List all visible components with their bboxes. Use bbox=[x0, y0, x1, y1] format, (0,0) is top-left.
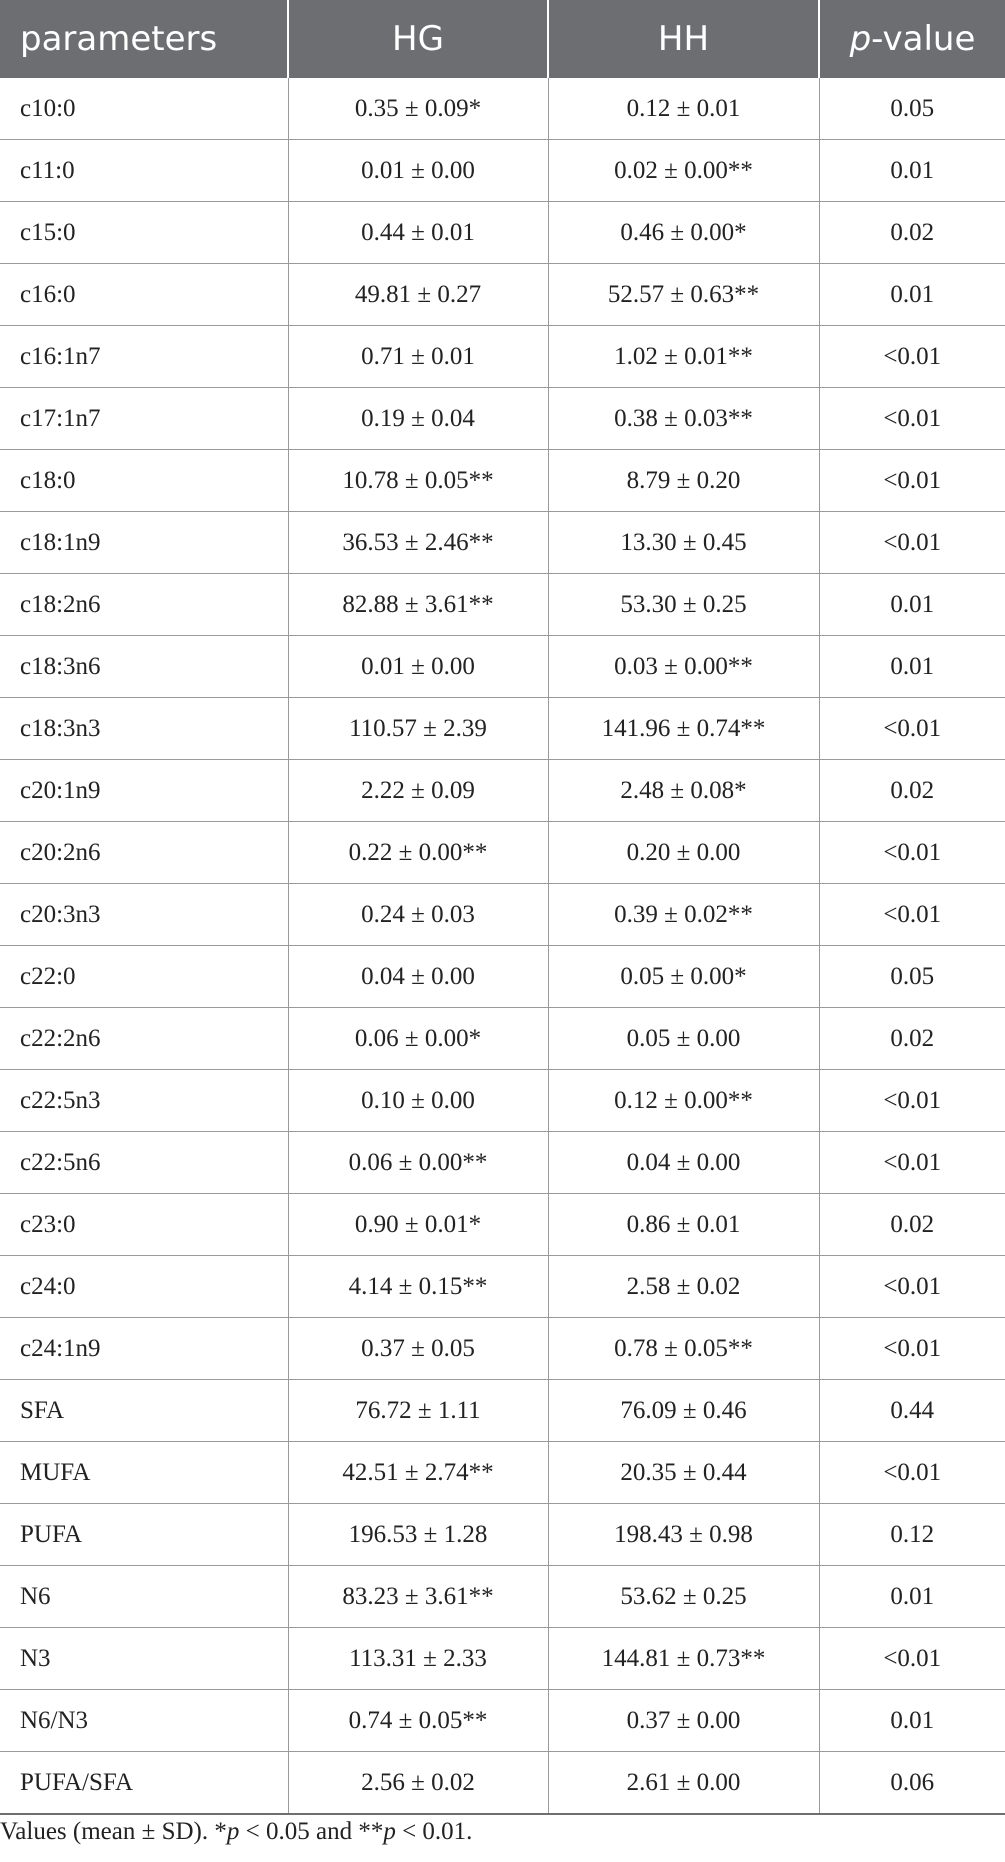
cell-hh: 2.61 ± 0.00 bbox=[548, 1752, 819, 1815]
table-row bbox=[0, 1318, 1005, 1380]
table-row bbox=[0, 760, 1005, 822]
table-footnote bbox=[0, 1818, 472, 1846]
footnote-part-2: < 0.05 and ** bbox=[239, 1818, 384, 1845]
cell-p-value: 0.01 bbox=[819, 636, 1005, 698]
cell-p-value: <0.01 bbox=[819, 698, 1005, 760]
footnote-p-1: p bbox=[226, 1818, 240, 1845]
cell-p-value: <0.01 bbox=[819, 884, 1005, 946]
cell-hh: 1.02 ± 0.01** bbox=[548, 326, 819, 388]
cell-hh: 0.39 ± 0.02** bbox=[548, 884, 819, 946]
cell-parameter: c15:0 bbox=[0, 202, 288, 264]
cell-hh: 0.78 ± 0.05** bbox=[548, 1318, 819, 1380]
table-row bbox=[0, 1566, 1005, 1628]
cell-hh: 2.58 ± 0.02 bbox=[548, 1256, 819, 1318]
cell-hh: 144.81 ± 0.73** bbox=[548, 1628, 819, 1690]
cell-p-value: <0.01 bbox=[819, 1070, 1005, 1132]
cell-hg: 0.71 ± 0.01 bbox=[288, 326, 548, 388]
cell-parameter: SFA bbox=[0, 1380, 288, 1442]
cell-parameter: c20:3n3 bbox=[0, 884, 288, 946]
cell-parameter: c24:1n9 bbox=[0, 1318, 288, 1380]
table-row bbox=[0, 636, 1005, 698]
cell-hg: 110.57 ± 2.39 bbox=[288, 698, 548, 760]
cell-hh: 141.96 ± 0.74** bbox=[548, 698, 819, 760]
cell-parameter: N6/N3 bbox=[0, 1690, 288, 1752]
cell-hh: 76.09 ± 0.46 bbox=[548, 1380, 819, 1442]
cell-hh: 0.02 ± 0.00** bbox=[548, 140, 819, 202]
cell-p-value: 0.44 bbox=[819, 1380, 1005, 1442]
cell-parameter: N6 bbox=[0, 1566, 288, 1628]
cell-hg: 0.19 ± 0.04 bbox=[288, 388, 548, 450]
cell-p-value: 0.01 bbox=[819, 574, 1005, 636]
cell-hg: 0.35 ± 0.09* bbox=[288, 78, 548, 140]
table-row bbox=[0, 388, 1005, 450]
table-row bbox=[0, 78, 1005, 140]
cell-p-value: <0.01 bbox=[819, 388, 1005, 450]
cell-parameter: c11:0 bbox=[0, 140, 288, 202]
cell-hg: 0.74 ± 0.05** bbox=[288, 1690, 548, 1752]
cell-parameter: c18:1n9 bbox=[0, 512, 288, 574]
table-row bbox=[0, 1194, 1005, 1256]
cell-hh: 198.43 ± 0.98 bbox=[548, 1504, 819, 1566]
cell-hh: 0.37 ± 0.00 bbox=[548, 1690, 819, 1752]
cell-hh: 0.04 ± 0.00 bbox=[548, 1132, 819, 1194]
cell-p-value: <0.01 bbox=[819, 326, 1005, 388]
cell-hh: 13.30 ± 0.45 bbox=[548, 512, 819, 574]
header-p-value bbox=[819, 0, 1005, 78]
cell-hh: 8.79 ± 0.20 bbox=[548, 450, 819, 512]
table-row bbox=[0, 1504, 1005, 1566]
cell-p-value: <0.01 bbox=[819, 1442, 1005, 1504]
cell-p-value: 0.05 bbox=[819, 78, 1005, 140]
cell-hg: 0.24 ± 0.03 bbox=[288, 884, 548, 946]
cell-hg: 82.88 ± 3.61** bbox=[288, 574, 548, 636]
footnote-part-1: Values (mean ± SD). * bbox=[0, 1818, 227, 1845]
cell-hh: 2.48 ± 0.08* bbox=[548, 760, 819, 822]
footnote-p-2: p bbox=[383, 1818, 396, 1845]
cell-p-value: 0.06 bbox=[819, 1752, 1005, 1815]
table-row bbox=[0, 512, 1005, 574]
table-row bbox=[0, 264, 1005, 326]
table-row bbox=[0, 450, 1005, 512]
cell-parameter: c23:0 bbox=[0, 1194, 288, 1256]
cell-parameter: c18:3n3 bbox=[0, 698, 288, 760]
cell-parameter: c16:0 bbox=[0, 264, 288, 326]
cell-parameter: c18:0 bbox=[0, 450, 288, 512]
header-row bbox=[0, 0, 1005, 78]
table-row bbox=[0, 1008, 1005, 1070]
cell-hh: 0.12 ± 0.00** bbox=[548, 1070, 819, 1132]
header-hh: HH bbox=[548, 0, 819, 78]
cell-parameter: c18:3n6 bbox=[0, 636, 288, 698]
cell-hg: 2.22 ± 0.09 bbox=[288, 760, 548, 822]
header-p-italic: p bbox=[849, 19, 872, 59]
header-hg: HG bbox=[288, 0, 548, 78]
table-row bbox=[0, 1256, 1005, 1318]
cell-parameter: PUFA/SFA bbox=[0, 1752, 288, 1815]
table-row bbox=[0, 1628, 1005, 1690]
cell-p-value: <0.01 bbox=[819, 1318, 1005, 1380]
table-row bbox=[0, 326, 1005, 388]
cell-parameter: c22:0 bbox=[0, 946, 288, 1008]
cell-hg: 0.01 ± 0.00 bbox=[288, 636, 548, 698]
cell-p-value: 0.01 bbox=[819, 264, 1005, 326]
cell-hg: 0.44 ± 0.01 bbox=[288, 202, 548, 264]
cell-p-value: 0.02 bbox=[819, 202, 1005, 264]
table-row bbox=[0, 1132, 1005, 1194]
cell-hh: 20.35 ± 0.44 bbox=[548, 1442, 819, 1504]
cell-parameter: N3 bbox=[0, 1628, 288, 1690]
cell-hh: 0.20 ± 0.00 bbox=[548, 822, 819, 884]
cell-p-value: <0.01 bbox=[819, 1132, 1005, 1194]
cell-hh: 0.05 ± 0.00 bbox=[548, 1008, 819, 1070]
cell-p-value: 0.02 bbox=[819, 1194, 1005, 1256]
cell-p-value: 0.02 bbox=[819, 1008, 1005, 1070]
cell-hg: 36.53 ± 2.46** bbox=[288, 512, 548, 574]
cell-hg: 0.06 ± 0.00** bbox=[288, 1132, 548, 1194]
table-row bbox=[0, 1690, 1005, 1752]
table-row bbox=[0, 202, 1005, 264]
cell-p-value: 0.01 bbox=[819, 1690, 1005, 1752]
cell-parameter: c17:1n7 bbox=[0, 388, 288, 450]
cell-hg: 0.01 ± 0.00 bbox=[288, 140, 548, 202]
cell-hg: 0.04 ± 0.00 bbox=[288, 946, 548, 1008]
cell-parameter: PUFA bbox=[0, 1504, 288, 1566]
cell-parameter: c24:0 bbox=[0, 1256, 288, 1318]
cell-parameter: c20:1n9 bbox=[0, 760, 288, 822]
cell-p-value: 0.05 bbox=[819, 946, 1005, 1008]
table-row bbox=[0, 140, 1005, 202]
table-row bbox=[0, 1070, 1005, 1132]
cell-hg: 10.78 ± 0.05** bbox=[288, 450, 548, 512]
cell-hh: 53.62 ± 0.25 bbox=[548, 1566, 819, 1628]
cell-p-value: <0.01 bbox=[819, 512, 1005, 574]
table-row bbox=[0, 822, 1005, 884]
cell-hg: 0.06 ± 0.00* bbox=[288, 1008, 548, 1070]
cell-hh: 0.03 ± 0.00** bbox=[548, 636, 819, 698]
table-body bbox=[0, 78, 1005, 1814]
cell-parameter: c18:2n6 bbox=[0, 574, 288, 636]
cell-hh: 0.38 ± 0.03** bbox=[548, 388, 819, 450]
table-row bbox=[0, 884, 1005, 946]
table-row bbox=[0, 698, 1005, 760]
table-row bbox=[0, 1752, 1005, 1815]
cell-p-value: <0.01 bbox=[819, 1628, 1005, 1690]
cell-hg: 42.51 ± 2.74** bbox=[288, 1442, 548, 1504]
header-parameters: parameters bbox=[0, 0, 288, 78]
cell-hg: 0.90 ± 0.01* bbox=[288, 1194, 548, 1256]
cell-p-value: 0.12 bbox=[819, 1504, 1005, 1566]
cell-hg: 49.81 ± 0.27 bbox=[288, 264, 548, 326]
table-row bbox=[0, 1380, 1005, 1442]
cell-hg: 76.72 ± 1.11 bbox=[288, 1380, 548, 1442]
cell-p-value: 0.02 bbox=[819, 760, 1005, 822]
cell-hg: 113.31 ± 2.33 bbox=[288, 1628, 548, 1690]
cell-hh: 0.05 ± 0.00* bbox=[548, 946, 819, 1008]
cell-parameter: c22:5n6 bbox=[0, 1132, 288, 1194]
cell-p-value: 0.01 bbox=[819, 1566, 1005, 1628]
cell-hh: 0.86 ± 0.01 bbox=[548, 1194, 819, 1256]
cell-hh: 0.46 ± 0.00* bbox=[548, 202, 819, 264]
cell-hg: 0.37 ± 0.05 bbox=[288, 1318, 548, 1380]
cell-hg: 2.56 ± 0.02 bbox=[288, 1752, 548, 1815]
cell-hh: 0.12 ± 0.01 bbox=[548, 78, 819, 140]
cell-parameter: c22:2n6 bbox=[0, 1008, 288, 1070]
cell-parameter: c16:1n7 bbox=[0, 326, 288, 388]
cell-hg: 83.23 ± 3.61** bbox=[288, 1566, 548, 1628]
cell-p-value: <0.01 bbox=[819, 450, 1005, 512]
cell-p-value: 0.01 bbox=[819, 140, 1005, 202]
table-row bbox=[0, 1442, 1005, 1504]
cell-parameter: c10:0 bbox=[0, 78, 288, 140]
cell-parameter: MUFA bbox=[0, 1442, 288, 1504]
cell-hh: 53.30 ± 0.25 bbox=[548, 574, 819, 636]
header-value-suffix: -value bbox=[871, 19, 976, 59]
table-header bbox=[0, 0, 1005, 78]
table-row bbox=[0, 574, 1005, 636]
cell-hh: 52.57 ± 0.63** bbox=[548, 264, 819, 326]
cell-p-value: <0.01 bbox=[819, 822, 1005, 884]
cell-p-value: <0.01 bbox=[819, 1256, 1005, 1318]
cell-hg: 4.14 ± 0.15** bbox=[288, 1256, 548, 1318]
cell-hg: 196.53 ± 1.28 bbox=[288, 1504, 548, 1566]
cell-hg: 0.10 ± 0.00 bbox=[288, 1070, 548, 1132]
table-row bbox=[0, 946, 1005, 1008]
cell-parameter: c22:5n3 bbox=[0, 1070, 288, 1132]
cell-parameter: c20:2n6 bbox=[0, 822, 288, 884]
cell-hg: 0.22 ± 0.00** bbox=[288, 822, 548, 884]
footnote-part-3: < 0.01. bbox=[395, 1818, 473, 1845]
